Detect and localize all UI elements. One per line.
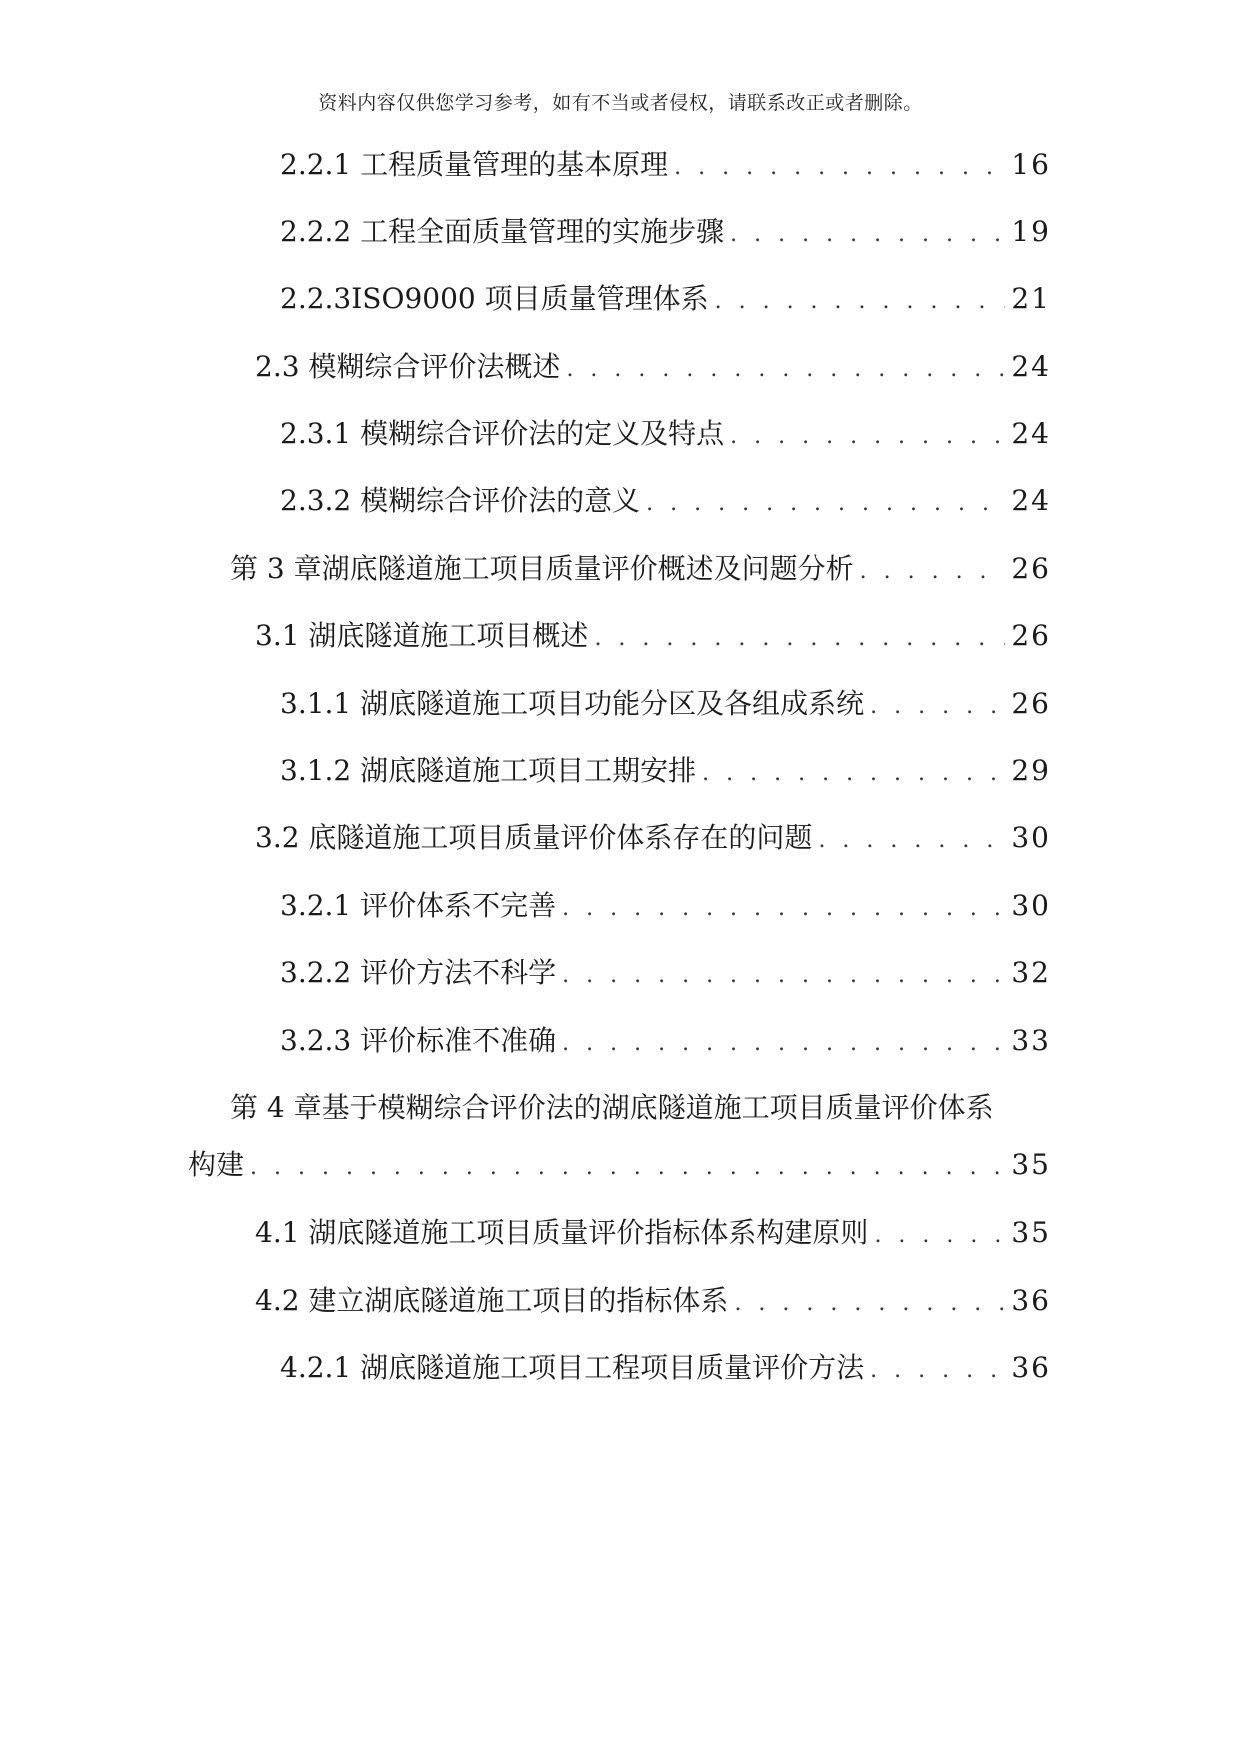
toc-entry-title-line1[interactable]: 第 4 章基于模糊综合评价法的湖底隧道施工项目质量评价体系: [230, 1091, 994, 1124]
toc-entry-page: 36: [1011, 1284, 1051, 1317]
toc-entry-title: 2.3.1 模糊综合评价法的定义及特点: [280, 417, 725, 450]
toc-entry-page: 32: [1011, 956, 1051, 989]
toc-entry[interactable]: [280, 1348, 1051, 1388]
toc-entry-title: 2.2.3ISO9000 项目质量管理体系: [280, 282, 709, 315]
toc-leader-dots: [250, 1148, 1005, 1188]
toc-entry-title: 3.1.1 湖底隧道施工项目功能分区及各组成系统: [280, 687, 865, 720]
toc-entry[interactable]: [230, 549, 1051, 589]
toc-leader-dots: [562, 956, 1005, 996]
toc-entry-title: 3.2.1 评价体系不完善: [280, 889, 557, 922]
toc-entry[interactable]: [188, 1145, 1051, 1185]
toc-entry-page: 30: [1011, 821, 1051, 854]
toc-entry-page: 30: [1011, 889, 1051, 922]
toc-leader-dots: [674, 148, 1005, 188]
toc-entry-page: 29: [1011, 754, 1051, 787]
toc-entry-title: 2.2.1 工程质量管理的基本原理: [280, 148, 669, 181]
toc-leader-dots: [874, 1216, 1005, 1256]
toc-entry[interactable]: [280, 886, 1051, 926]
toc-entry[interactable]: [255, 347, 1051, 387]
toc-leader-dots: [715, 282, 1006, 322]
toc-leader-dots: [646, 484, 1005, 524]
toc-entry-title: 3.2.2 评价方法不科学: [280, 956, 557, 989]
toc-leader-dots: [870, 687, 1005, 727]
toc-entry-title: 3.1 湖底隧道施工项目概述: [255, 619, 589, 652]
toc-entry-title: 4.2 建立湖底隧道施工项目的指标体系: [255, 1284, 729, 1317]
toc-leader-dots: [562, 889, 1005, 929]
toc-leader-dots: [562, 1024, 1005, 1064]
toc-entry-title: 2.2.2 工程全面质量管理的实施步骤: [280, 215, 725, 248]
toc-entry[interactable]: [280, 212, 1051, 252]
toc-entry[interactable]: [255, 818, 1051, 858]
toc-entry-title: 3.2.3 评价标准不准确: [280, 1024, 557, 1057]
toc-entry-page: 36: [1011, 1351, 1051, 1384]
toc-entry-title: 第 3 章湖底隧道施工项目质量评价概述及问题分析: [230, 552, 854, 585]
toc-leader-dots: [730, 417, 1005, 457]
toc-entry-title: 4.1 湖底隧道施工项目质量评价指标体系构建原则: [255, 1216, 869, 1249]
toc-entry-page: 33: [1011, 1024, 1051, 1057]
toc-entry-page: 24: [1011, 417, 1051, 450]
toc-entry-title: 3.1.2 湖底隧道施工项目工期安排: [280, 754, 697, 787]
toc-entry[interactable]: [280, 279, 1051, 319]
toc-entry-title: 2.3.2 模糊综合评价法的意义: [280, 484, 641, 517]
toc-entry[interactable]: [255, 616, 1051, 656]
toc-leader-dots: [734, 1284, 1005, 1324]
toc-entry-page: 24: [1011, 350, 1051, 383]
toc-entry-title: 3.2 底隧道施工项目质量评价体系存在的问题: [255, 821, 813, 854]
copyright-notice: 资料内容仅供您学习参考，如有不当或者侵权，请联系改正或者删除。: [318, 92, 923, 114]
toc-entry-title: 4.2.1 湖底隧道施工项目工程项目质量评价方法: [280, 1351, 865, 1384]
toc-entry[interactable]: [280, 751, 1051, 791]
toc-entry-page: 24: [1011, 484, 1051, 517]
toc-leader-dots: [566, 350, 1005, 390]
toc-entry-page: 35: [1011, 1216, 1051, 1249]
toc-entry[interactable]: [255, 1281, 1051, 1321]
toc-entry-page: 21: [1011, 282, 1051, 315]
toc-entry[interactable]: [280, 481, 1051, 521]
toc-entry-page: 26: [1011, 619, 1051, 652]
toc-entry[interactable]: [280, 953, 1051, 993]
toc-leader-dots: [594, 619, 1005, 659]
toc-leader-dots: [860, 552, 1006, 592]
toc-entry[interactable]: [255, 1213, 1051, 1253]
toc-entry-page: 35: [1011, 1148, 1051, 1181]
toc-leader-dots: [702, 754, 1005, 794]
toc-entry[interactable]: [280, 684, 1051, 724]
toc-entry[interactable]: [280, 1021, 1051, 1061]
toc-leader-dots: [818, 821, 1005, 861]
toc-entry-title-continuation: 构建: [188, 1148, 245, 1181]
toc-entry-page: 19: [1011, 215, 1051, 248]
toc-leader-dots: [870, 1351, 1005, 1391]
toc-entry-page: 16: [1011, 148, 1051, 181]
toc-entry-page: 26: [1011, 687, 1051, 720]
toc-entry-page: 26: [1011, 552, 1051, 585]
toc-entry[interactable]: [280, 145, 1051, 185]
toc-leader-dots: [730, 215, 1005, 255]
toc-entry[interactable]: [280, 414, 1051, 454]
toc-entry-title: 2.3 模糊综合评价法概述: [255, 350, 561, 383]
